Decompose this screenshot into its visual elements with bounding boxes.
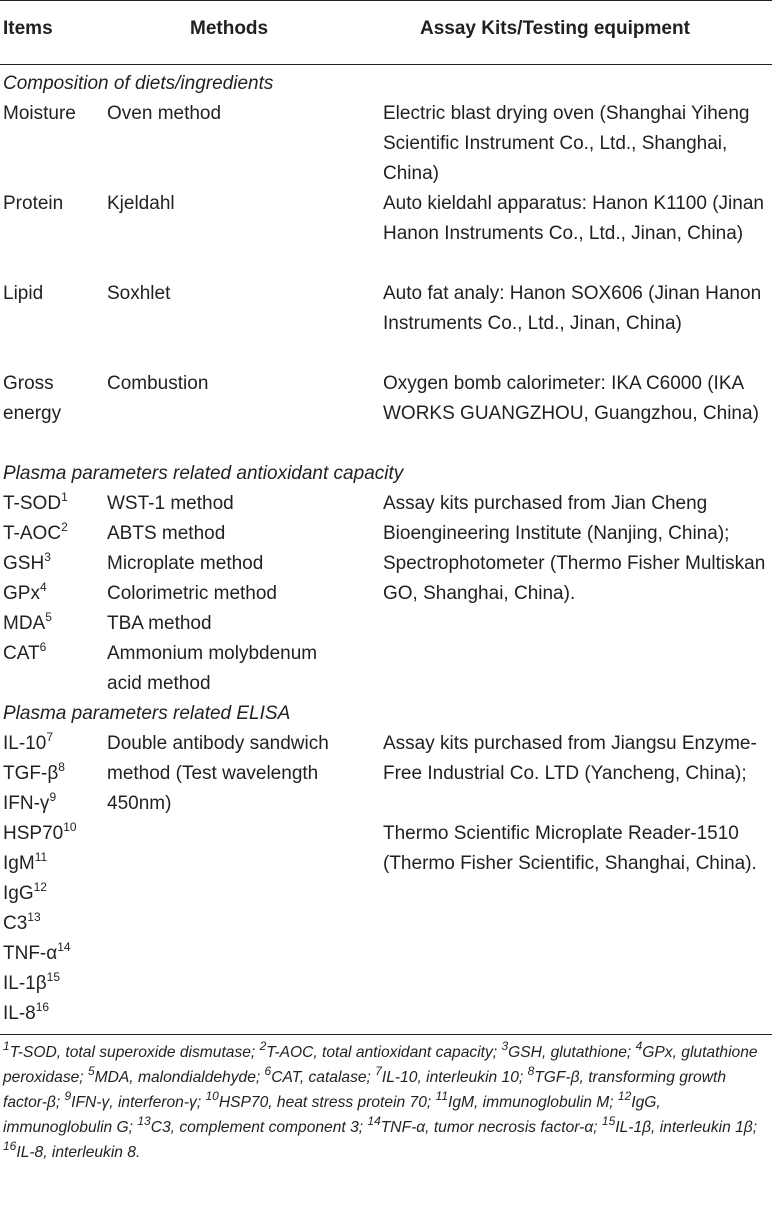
section-title: Plasma parameters related ELISA bbox=[3, 703, 291, 724]
method-cell: WST-1 method bbox=[107, 493, 234, 514]
method-cell: Colorimetric method bbox=[107, 583, 277, 604]
footnote-ref: 11 bbox=[435, 1088, 449, 1103]
item-name: IL-1β bbox=[3, 973, 47, 994]
method-cell: Oven method bbox=[107, 103, 222, 124]
footnote-ref: 13 bbox=[137, 1113, 151, 1128]
item-cell bbox=[3, 879, 103, 909]
footnote-text: IL-10, interleukin 10; bbox=[381, 1069, 528, 1086]
footnote-ref: 9 bbox=[64, 1088, 72, 1103]
item-footnote-ref: 11 bbox=[34, 849, 48, 864]
item-footnote-ref: 16 bbox=[35, 999, 50, 1014]
item-cell: Lipid bbox=[3, 283, 44, 304]
footnote-ref: 4 bbox=[635, 1038, 643, 1053]
method-cell: Soxhlet bbox=[107, 283, 171, 304]
assay-cell: Auto kieldahl apparatus: Hanon K1100 (Jinan Hanon Instruments Co., Ltd., Jinan, China) bbox=[383, 193, 764, 244]
footnote-text: IFN-γ, interferon-γ; bbox=[71, 1094, 206, 1111]
item-footnote-ref: 9 bbox=[49, 789, 57, 804]
footnote-ref: 14 bbox=[367, 1113, 381, 1128]
footnote-text: IgM, immunoglobulin M; bbox=[448, 1094, 618, 1111]
item-footnote-ref: 4 bbox=[39, 579, 47, 594]
item-footnote-ref: 1 bbox=[61, 489, 68, 504]
footnote-text: T-SOD, total superoxide dismutase; bbox=[9, 1044, 260, 1061]
item-cell bbox=[3, 789, 103, 819]
item-cell bbox=[3, 849, 103, 879]
footnote-text: TGF-β, transforming growth factor-β; bbox=[3, 1069, 726, 1111]
item-footnote-ref: 12 bbox=[33, 879, 47, 894]
footnote-text: IgG, immunoglobulin G; bbox=[3, 1094, 661, 1136]
method-cell: Kjeldahl bbox=[107, 193, 175, 214]
item-name: IL-8 bbox=[3, 1003, 36, 1024]
item-cell bbox=[3, 579, 103, 609]
footnote-text: GSH, glutathione; bbox=[508, 1044, 636, 1061]
item-cell bbox=[3, 819, 103, 849]
header-methods: Methods bbox=[190, 18, 269, 39]
item-footnote-ref: 5 bbox=[45, 609, 52, 624]
method-cell: ABTS method bbox=[107, 523, 226, 544]
footnote-ref: 5 bbox=[87, 1063, 95, 1078]
item-cell bbox=[3, 969, 103, 999]
footnote-ref: 15 bbox=[601, 1113, 616, 1128]
footnote-ref: 3 bbox=[501, 1038, 509, 1053]
footnote-text: MDA, malondialdehyde; bbox=[94, 1069, 265, 1086]
footnote-ref: 10 bbox=[205, 1088, 219, 1103]
item-footnote-ref: 8 bbox=[58, 759, 65, 774]
item-name: TGF-β bbox=[3, 763, 59, 784]
assay-cell: Thermo Scientific Microplate Reader-1510 (Thermo Fisher Scientific, Shanghai, China). bbox=[383, 823, 757, 874]
section-title: Plasma parameters related antioxidant capacity bbox=[3, 463, 404, 484]
item-cell bbox=[3, 519, 103, 549]
item-footnote-ref: 14 bbox=[57, 939, 71, 954]
item-footnote-ref: 13 bbox=[27, 909, 41, 924]
item-footnote-ref: 7 bbox=[46, 729, 53, 744]
item-cell bbox=[3, 549, 103, 579]
item-cell: Moisture bbox=[3, 103, 76, 124]
top-rule bbox=[0, 0, 772, 1]
item-cell bbox=[3, 999, 103, 1029]
assay-cell: Electric blast drying oven (Shanghai Yiheng Scientific Instrument Co., Ltd., Shanghai, China) bbox=[383, 103, 750, 184]
footnote-text: TNF-α, tumor necrosis factor-α; bbox=[380, 1119, 602, 1136]
item-name: IgM bbox=[3, 853, 35, 874]
footnote-text: GPx, glutathione peroxidase; bbox=[3, 1044, 758, 1086]
item-name: GPx bbox=[3, 583, 40, 604]
item-name: GSH bbox=[3, 553, 45, 574]
item-cell: Protein bbox=[3, 193, 64, 214]
method-cell: Double antibody sandwich method (Test wavelength 450nm) bbox=[107, 733, 329, 814]
item-footnote-ref: 6 bbox=[39, 639, 47, 654]
assay-cell: Assay kits purchased from Jiangsu Enzyme-Free Industrial Co. LTD (Yancheng, China); bbox=[383, 733, 757, 784]
item-name: IgG bbox=[3, 883, 34, 904]
item-name: IL-10 bbox=[3, 733, 47, 754]
method-cell: Ammonium molybdenum bbox=[107, 643, 318, 664]
footnotes bbox=[3, 1040, 771, 1165]
footnote-text: T-AOC, total antioxidant capacity; bbox=[266, 1044, 502, 1061]
header-rule bbox=[0, 64, 772, 65]
item-cell-line: energy bbox=[3, 403, 62, 424]
footnote-text: CAT, catalase; bbox=[271, 1069, 376, 1086]
header-items: Items bbox=[3, 18, 53, 39]
footnote-text: C3, complement component 3; bbox=[150, 1119, 368, 1136]
footnote-ref: 6 bbox=[264, 1063, 272, 1078]
item-name: HSP70 bbox=[3, 823, 64, 844]
method-cell-continued: acid method bbox=[107, 673, 211, 694]
assay-cell: Assay kits purchased from Jian Cheng Bioengineering Institute (Nanjing, China); Spectrophotometer (Thermo Fisher Multiskan GO, Shanghai, China). bbox=[383, 493, 766, 604]
item-name: T-AOC bbox=[3, 523, 62, 544]
item-cell bbox=[3, 609, 103, 639]
item-cell bbox=[3, 759, 103, 789]
item-footnote-ref: 2 bbox=[61, 519, 68, 534]
footnote-ref: 16 bbox=[3, 1138, 17, 1153]
item-footnote-ref: 10 bbox=[63, 819, 77, 834]
item-name: CAT bbox=[3, 643, 40, 664]
item-cell bbox=[3, 939, 103, 969]
assay-cell: Oxygen bomb calorimeter: IKA C6000 (IKA WORKS GUANGZHOU, Guangzhou, China) bbox=[383, 373, 759, 424]
header-assay: Assay Kits/Testing equipment bbox=[420, 18, 690, 39]
footnote-text: IL-8, interleukin 8. bbox=[16, 1144, 141, 1161]
footnote-ref: 2 bbox=[259, 1038, 267, 1053]
item-cell-line: Gross bbox=[3, 373, 54, 394]
item-name: T-SOD bbox=[3, 493, 62, 514]
footnote-ref: 12 bbox=[617, 1088, 632, 1103]
item-cell bbox=[3, 729, 103, 759]
footnote-text: IL-1β, interleukin 1β; bbox=[615, 1119, 758, 1136]
footnote-ref: 8 bbox=[527, 1063, 535, 1078]
item-name: C3 bbox=[3, 913, 28, 934]
item-cell bbox=[3, 639, 103, 669]
item-cell bbox=[3, 909, 103, 939]
item-footnote-ref: 3 bbox=[44, 549, 51, 564]
item-name: TNF-α bbox=[3, 943, 58, 964]
item-cell bbox=[3, 489, 103, 519]
bottom-rule bbox=[0, 1034, 772, 1035]
item-footnote-ref: 15 bbox=[46, 969, 61, 984]
item-name: MDA bbox=[3, 613, 46, 634]
method-cell: Combustion bbox=[107, 373, 209, 394]
assay-cell: Auto fat analy: Hanon SOX606 (Jinan Hanon Instruments Co., Ltd., Jinan, China) bbox=[383, 283, 762, 334]
section-title: Composition of diets/ingredients bbox=[3, 73, 274, 94]
footnote-ref: 7 bbox=[375, 1063, 382, 1078]
method-cell: TBA method bbox=[107, 613, 212, 634]
footnote-ref: 1 bbox=[3, 1038, 10, 1053]
item-name: IFN-γ bbox=[3, 793, 50, 814]
footnote-text: HSP70, heat stress protein 70; bbox=[218, 1094, 436, 1111]
method-cell: Microplate method bbox=[107, 553, 264, 574]
